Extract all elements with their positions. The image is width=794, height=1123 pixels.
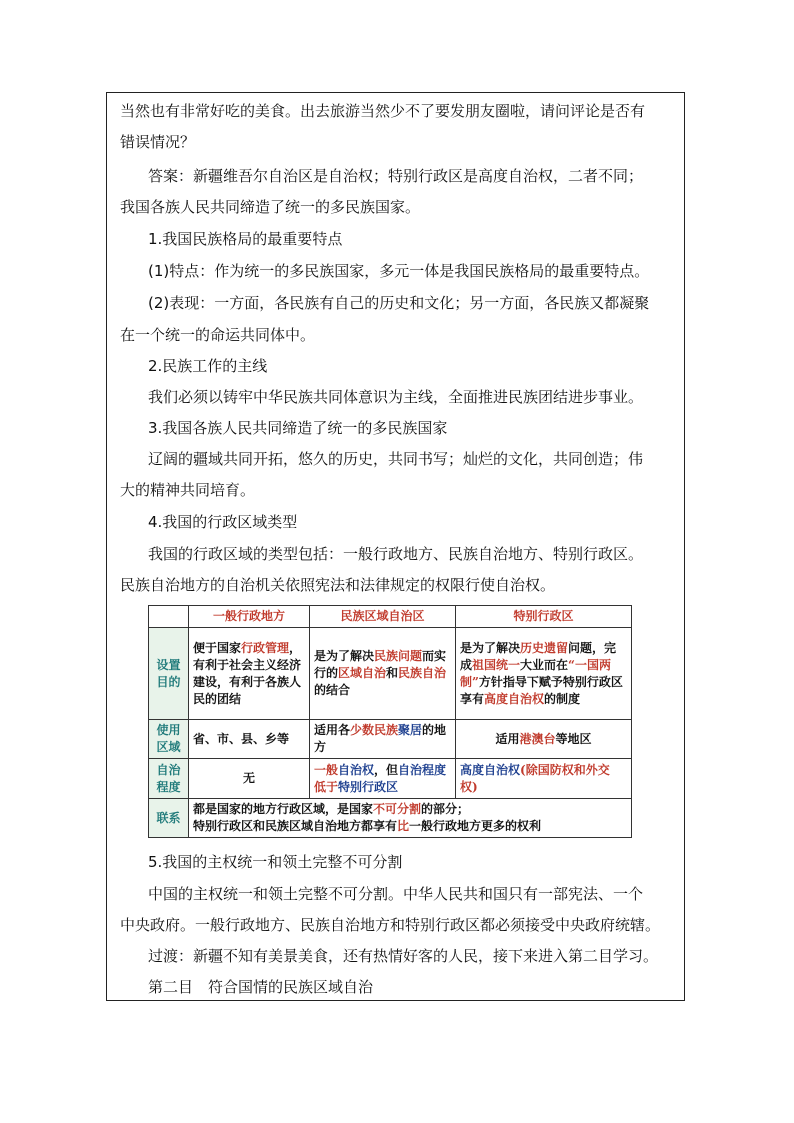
region-comparison-table: [148, 605, 632, 838]
header-sar: 特别行政区: [456, 606, 632, 628]
relation-line-1: 都是国家的地方行政区域，是国家不可分割的部分；: [193, 802, 470, 816]
autonomy-ethnic: 一般自治权，但自治程度低于特别行政区: [310, 759, 456, 799]
subsection-title: 第二目 符合国情的民族区域自治: [148, 978, 374, 996]
autonomy-sar: 高度自治权(除国防权和外交权): [456, 759, 632, 799]
purpose-ethnic: 是为了解决民族问题而实行的区域自治和民族自治的结合: [310, 628, 456, 720]
purpose-general: 便于国家行政管理，有利于社会主义经济建设，有利于各族人民的团结: [189, 628, 310, 720]
paragraph-line: 当然也有非常好吃的美食。出去旅游当然少不了要发朋友圈啦，请问评论是否有: [120, 102, 646, 120]
paragraph-line: 我们必须以铸牢中华民族共同体意识为主线，全面推进民族团结进步事业。: [148, 388, 644, 406]
answer-line: 我国各族人民共同缔造了统一的多民族国家。: [120, 198, 421, 216]
row-label-purpose: 设置目的: [149, 628, 189, 720]
paragraph-line: 错误情况？: [120, 133, 196, 151]
answer-line: 答案：新疆维吾尔自治区是自治权；特别行政区是高度自治权，二者不同；: [148, 167, 644, 185]
row-label-relation: 联系: [149, 799, 189, 838]
paragraph-line: 我国的行政区域的类型包括：一般行政地方、民族自治地方、特别行政区。: [148, 545, 644, 563]
section-heading: 2.民族工作的主线: [148, 357, 268, 375]
section-heading: 5.我国的主权统一和领土完整不可分割: [148, 853, 403, 871]
area-sar: 适用港澳台等地区: [456, 720, 632, 759]
paragraph-line: (1)特点：作为统一的多民族国家，多元一体是我国民族格局的最重要特点。: [148, 262, 650, 280]
area-ethnic: 适用各少数民族聚居的地方: [310, 720, 456, 759]
area-general: 省、市、县、乡等: [189, 720, 310, 759]
paragraph-line: 在一个统一的命运共同体中。: [120, 326, 316, 344]
paragraph-line: 民族自治地方的自治机关依照宪法和法律规定的权限行使自治权。: [120, 576, 556, 594]
section-heading: 1.我国民族格局的最重要特点: [148, 230, 343, 248]
purpose-sar: 是为了解决历史遗留问题，完成祖国统一大业而在“一国两制”方针指导下赋予特别行政区享有高度自治权的制度: [456, 628, 632, 720]
paragraph-line: 辽阔的疆域共同开拓，悠久的历史，共同书写；灿烂的文化，共同创造；伟: [148, 450, 644, 468]
relation-line-2: 特别行政区和民族区域自治地方都享有比一般行政地方更多的权利: [193, 819, 542, 833]
header-ethnic: 民族区域自治区: [310, 606, 456, 628]
corner-cell: [149, 606, 189, 628]
row-label-autonomy: 自治程度: [149, 759, 189, 799]
row-label-area: 使用区域: [149, 720, 189, 759]
paragraph-line: 中央政府。一般行政地方、民族自治地方和特别行政区都必须接受中央政府统辖。: [120, 916, 661, 934]
section-heading: 3.我国各族人民共同缔造了统一的多民族国家: [148, 419, 448, 437]
header-general: 一般行政地方: [189, 606, 310, 628]
relation-cell: [189, 799, 632, 838]
section-heading: 4.我国的行政区域类型: [148, 513, 298, 531]
paragraph-line: 中国的主权统一和领土完整不可分割。中华人民共和国只有一部宪法、一个: [148, 885, 644, 903]
transition-line: 过渡：新疆不知有美景美食，还有热情好客的人民，接下来进入第二目学习。: [148, 947, 659, 965]
autonomy-general: 无: [189, 759, 310, 799]
paragraph-line: (2)表现：一方面，各民族有自己的历史和文化；另一方面，各民族又都凝聚: [148, 294, 650, 312]
paragraph-line: 大的精神共同培育。: [120, 481, 256, 499]
